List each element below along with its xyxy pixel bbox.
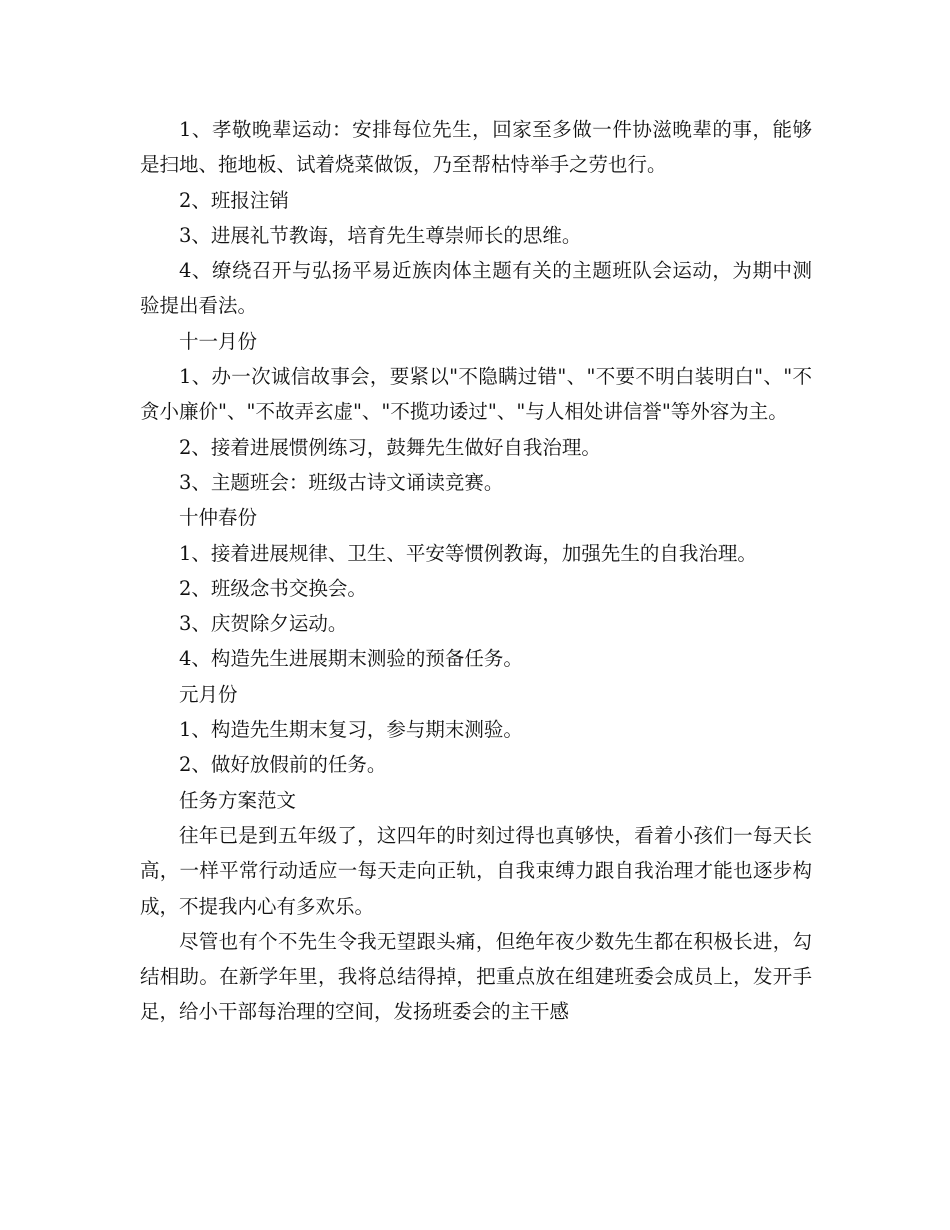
paragraph-11: 2、班级念书交换会。 [179,576,367,600]
section-heading-december: 十仲春份 [179,506,258,530]
paragraph-12: 3、庆贺除夕运动。 [179,612,348,636]
paragraph-13: 4、构造先生进展期末测验的预备任务。 [179,647,523,671]
section-heading-november: 十一月份 [179,329,258,353]
paragraph-1: 1、孝敬晚辈运动：安排每位先生，回家至多做一件协滋晚辈的事，能够是扫地、拖地板、试着烧菜做饭，乃至帮枯恃举手之劳也行。 [140,118,812,177]
paragraph-6: 1、办一次诚信故事会，要紧以"不隐瞒过错"、"不要不明白装明白"、"不贪小廉价"、"不故弄玄虚"、"不揽功诿过"、"与人相处讲信誉"等外容为主。 [140,365,812,424]
paragraph-15: 1、构造先生期末复习，参与期末测验。 [179,718,523,742]
paragraph-3: 3、进展礼节教诲，培育先生尊崇师长的思维。 [179,223,582,247]
paragraph-2: 2、班报注销 [179,188,289,212]
paragraph-4: 4、缭绕召开与弘扬平易近族肉体主题有关的主题班队会运动，为期中测验提出看法。 [140,259,812,318]
paragraph-19: 尽管也有个不先生令我无望跟头痛，但绝年夜少数先生都在积极长进，勾结相助。在新学年里，我将总结得掉，把重点放在组建班委会成员上，发开手足，给小干部每治理的空间，发扬班委会的主干感 [140,929,812,1024]
paragraph-8: 3、主题班会：班级古诗文诵读竞赛。 [179,470,504,494]
section-heading-january: 元月份 [179,682,238,706]
section-heading-plan-sample: 任务方案范文 [179,788,297,812]
document-body [140,112,812,1030]
paragraph-16: 2、做好放假前的任务。 [179,753,387,777]
paragraph-18: 往年已是到五年级了，这四年的时刻过得也真够快，看着小孩们一每天长高，一样平常行动适应一每天走向正轨，自我束缚力跟自我治理才能也逐步构成，不提我内心有多欢乐。 [140,823,812,918]
paragraph-10: 1、接着进展规律、卫生、平安等惯例教诲，加强先生的自我治理。 [179,541,757,565]
paragraph-7: 2、接着进展惯例练习，鼓舞先生做好自我治理。 [179,435,601,459]
